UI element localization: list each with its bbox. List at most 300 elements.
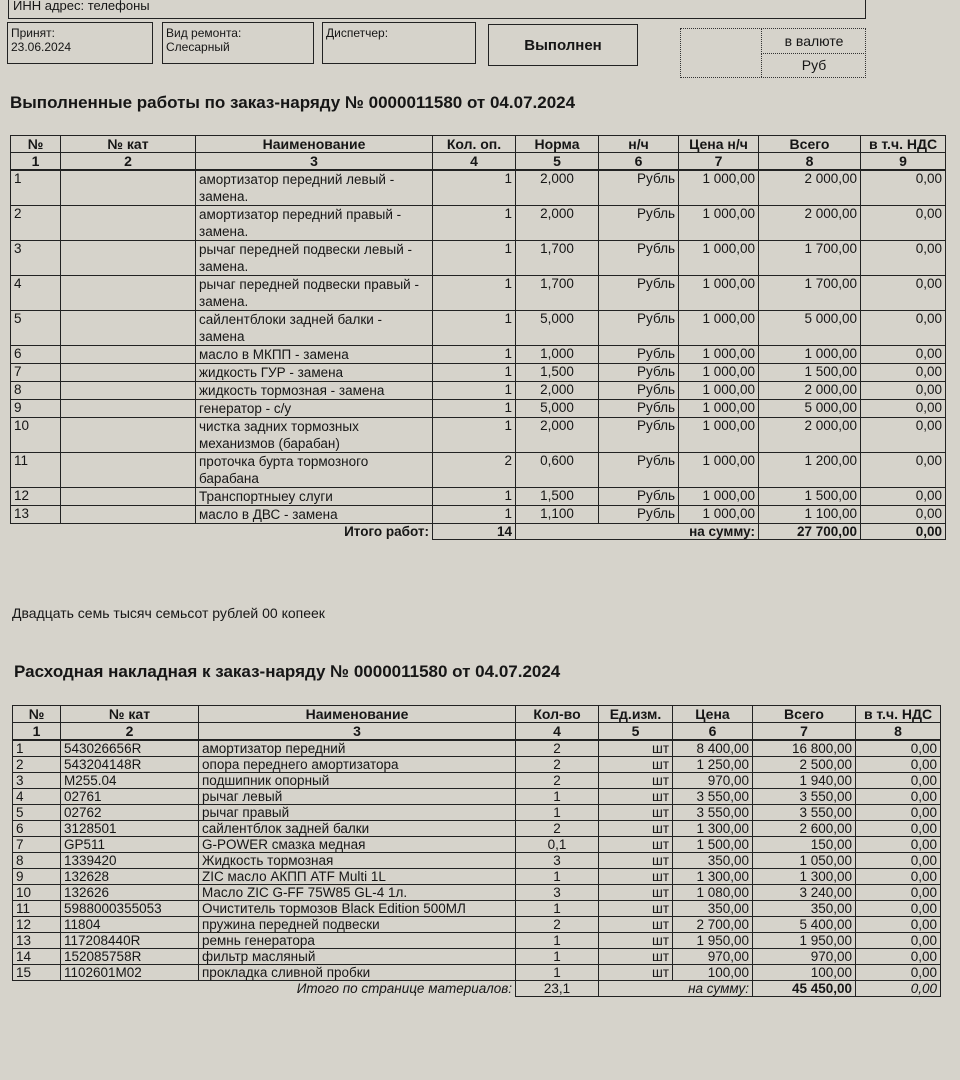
table-cell: 970,00 (673, 949, 753, 965)
table-cell: 0,00 (861, 488, 946, 506)
table-cell: 0,00 (856, 853, 941, 869)
sum-label: на сумму: (599, 981, 753, 997)
table-cell: Рубль (599, 488, 679, 506)
table-cell: Рубль (599, 382, 679, 400)
table-cell (61, 453, 196, 488)
table-row (13, 853, 941, 869)
table-cell: Рубль (599, 506, 679, 524)
table-cell: 2 (516, 773, 599, 789)
table-cell: 5 (11, 311, 61, 346)
table-row (13, 917, 941, 933)
table-cell: 0,00 (856, 901, 941, 917)
table-cell: 0,00 (861, 400, 946, 418)
table-cell: 0,00 (856, 757, 941, 773)
column-header: № кат (61, 706, 199, 723)
table-cell: 0,00 (861, 382, 946, 400)
table-cell: 100,00 (673, 965, 753, 981)
table-cell: шт (599, 949, 673, 965)
column-number: 6 (599, 153, 679, 171)
table-cell: 1,500 (516, 488, 599, 506)
table-row (13, 933, 941, 949)
table-cell: Рубль (599, 346, 679, 364)
table-cell: 8 400,00 (673, 740, 753, 757)
table-cell: 543204148R (61, 757, 199, 773)
table-cell: амортизатор передний правый - замена. (196, 206, 433, 241)
table-cell: 11804 (61, 917, 199, 933)
table-cell: 3 (516, 853, 599, 869)
table-cell: 2 (13, 757, 61, 773)
table-cell: 970,00 (673, 773, 753, 789)
table-cell: G-POWER смазка медная (199, 837, 516, 853)
table-cell: ремнь генератора (199, 933, 516, 949)
parts-total-row (13, 981, 941, 997)
table-row (13, 773, 941, 789)
column-number: 3 (199, 723, 516, 741)
table-cell: 2 500,00 (753, 757, 856, 773)
parts-table (12, 705, 941, 997)
table-cell: жидкость тормозная - замена (196, 382, 433, 400)
table-cell: Масло ZIC G-FF 75W85 GL-4 1л. (199, 885, 516, 901)
column-header: Наименование (199, 706, 516, 723)
table-cell: 1 000,00 (679, 453, 759, 488)
table-cell: 5,000 (516, 311, 599, 346)
table-cell: рычаг передней подвески левый - замена. (196, 241, 433, 276)
table-cell: 3 550,00 (753, 789, 856, 805)
table-cell: 0,00 (856, 933, 941, 949)
column-number: 7 (679, 153, 759, 171)
table-cell: 1 (433, 382, 516, 400)
table-cell (61, 364, 196, 382)
table-cell: 1 (433, 400, 516, 418)
table-cell: M255.04 (61, 773, 199, 789)
table-cell: сайлентблоки задней балки - замена (196, 311, 433, 346)
column-header: № (13, 706, 61, 723)
table-cell: 0,00 (861, 364, 946, 382)
table-cell: 0,00 (856, 740, 941, 757)
column-header: Цена (673, 706, 753, 723)
table-cell: 11 (13, 901, 61, 917)
table-cell (61, 170, 196, 206)
table-cell: 1 200,00 (759, 453, 861, 488)
table-cell: 5988000355053 (61, 901, 199, 917)
table-row (11, 382, 946, 400)
table-row (13, 789, 941, 805)
table-row (13, 740, 941, 757)
table-cell: 9 (11, 400, 61, 418)
table-cell: 5 (13, 805, 61, 821)
table-cell: 2 000,00 (759, 382, 861, 400)
table-cell: шт (599, 773, 673, 789)
table-row (11, 364, 946, 382)
table-cell: 0,00 (856, 917, 941, 933)
table-cell: Рубль (599, 418, 679, 453)
table-cell: 2,000 (516, 206, 599, 241)
total-label: Итого работ: (344, 524, 429, 539)
table-cell (61, 382, 196, 400)
table-cell: 2 700,00 (673, 917, 753, 933)
table-cell: 0,00 (856, 885, 941, 901)
table-cell: 0,00 (861, 276, 946, 311)
repair-type-box (162, 22, 314, 64)
table-cell: 8 (13, 853, 61, 869)
table-cell: 1 000,00 (679, 400, 759, 418)
table-cell: 1 (516, 869, 599, 885)
column-number: 1 (11, 153, 61, 171)
table-cell: шт (599, 885, 673, 901)
works-table (10, 135, 946, 540)
table-cell: 02762 (61, 805, 199, 821)
table-cell: 16 800,00 (753, 740, 856, 757)
table-cell: 02761 (61, 789, 199, 805)
table-cell: 1 950,00 (673, 933, 753, 949)
table-cell: 970,00 (753, 949, 856, 965)
table-cell: 1 (433, 311, 516, 346)
table-cell: 0,00 (856, 869, 941, 885)
table-cell: шт (599, 901, 673, 917)
table-cell: 1 050,00 (753, 853, 856, 869)
sum-vat: 0,00 (856, 981, 941, 997)
table-cell: 0,00 (856, 805, 941, 821)
table-cell: 13 (13, 933, 61, 949)
table-cell: 1 (433, 276, 516, 311)
table-cell: 2 (516, 821, 599, 837)
table-cell: 10 (11, 418, 61, 453)
accepted-label: Принят: (11, 26, 55, 40)
table-cell: 350,00 (753, 901, 856, 917)
table-cell: 2 600,00 (753, 821, 856, 837)
table-cell: 1 300,00 (673, 821, 753, 837)
table-cell: 1 (516, 933, 599, 949)
table-cell: шт (599, 869, 673, 885)
sum-total: 45 450,00 (753, 981, 856, 997)
table-cell: 2,000 (516, 418, 599, 453)
table-cell: Транспортныеу слуги (196, 488, 433, 506)
table-cell: 1 500,00 (759, 364, 861, 382)
table-cell: 0,00 (861, 418, 946, 453)
table-cell: 1 500,00 (673, 837, 753, 853)
table-cell: шт (599, 821, 673, 837)
table-cell: 13 (11, 506, 61, 524)
table-cell: Рубль (599, 453, 679, 488)
table-cell: амортизатор передний (199, 740, 516, 757)
table-row (13, 757, 941, 773)
total-qty: 23,1 (516, 981, 599, 997)
table-cell: шт (599, 757, 673, 773)
table-cell: 1 (433, 241, 516, 276)
table-cell: 1 000,00 (679, 311, 759, 346)
table-cell: 11 (11, 453, 61, 488)
table-cell: Рубль (599, 364, 679, 382)
table-cell (61, 241, 196, 276)
column-number: 5 (516, 153, 599, 171)
table-cell: 5 000,00 (759, 311, 861, 346)
table-cell: 1339420 (61, 853, 199, 869)
table-cell: 1 (433, 488, 516, 506)
table-cell: 2 (516, 740, 599, 757)
table-cell: масло в ДВС - замена (196, 506, 433, 524)
table-cell: 1 (13, 740, 61, 757)
table-row (13, 949, 941, 965)
table-cell: рычаг правый (199, 805, 516, 821)
table-cell (61, 418, 196, 453)
table-cell: 1 000,00 (679, 506, 759, 524)
table-cell: 1 (433, 364, 516, 382)
table-cell: 7 (13, 837, 61, 853)
table-cell: 4 (11, 276, 61, 311)
table-cell: 1 (516, 789, 599, 805)
table-cell: 9 (13, 869, 61, 885)
total-label: Итого по странице материалов: (296, 981, 512, 996)
table-cell: 2 000,00 (759, 418, 861, 453)
table-cell: 8 (11, 382, 61, 400)
table-cell: шт (599, 965, 673, 981)
table-cell: 1 (516, 949, 599, 965)
column-number: 4 (516, 723, 599, 741)
table-cell: 100,00 (753, 965, 856, 981)
table-cell: 117208440R (61, 933, 199, 949)
table-cell: 1,700 (516, 276, 599, 311)
table-row (11, 400, 946, 418)
table-cell: 1 000,00 (679, 346, 759, 364)
status-badge: Выполнен (488, 24, 638, 66)
table-cell: 1102601M02 (61, 965, 199, 981)
table-cell: проточка бурта тормозного барабана (196, 453, 433, 488)
table-cell: 0,00 (856, 821, 941, 837)
column-header: Всего (753, 706, 856, 723)
table-row (13, 901, 941, 917)
table-cell: 1 000,00 (679, 241, 759, 276)
table-cell: 1 (516, 901, 599, 917)
table-cell: 3 550,00 (673, 789, 753, 805)
table-cell: Очиститель тормозов Black Edition 500МЛ (199, 901, 516, 917)
table-cell: 1 080,00 (673, 885, 753, 901)
table-cell: 2 (516, 757, 599, 773)
table-cell: Рубль (599, 276, 679, 311)
parts-title: Расходная накладная к заказ-наряду № 0000011580 от 04.07.2024 (14, 662, 561, 681)
sum-label: на сумму: (516, 524, 759, 540)
table-cell: сайлентблок задней балки (199, 821, 516, 837)
table-row (11, 241, 946, 276)
works-total-row (11, 524, 946, 540)
table-cell: 2 (433, 453, 516, 488)
table-cell: 0,00 (856, 773, 941, 789)
table-cell: 0,00 (861, 311, 946, 346)
table-cell: Рубль (599, 170, 679, 206)
table-cell: 1 (11, 170, 61, 206)
table-cell: 2,000 (516, 170, 599, 206)
table-row (11, 453, 946, 488)
amount-in-words: Двадцать семь тысяч семьсот рублей 00 копеек (12, 605, 325, 621)
table-cell (61, 206, 196, 241)
table-cell: 1 940,00 (753, 773, 856, 789)
table-row (11, 418, 946, 453)
table-cell: шт (599, 837, 673, 853)
table-cell: 350,00 (673, 853, 753, 869)
column-number: 7 (753, 723, 856, 741)
column-number: 4 (433, 153, 516, 171)
table-cell: 132626 (61, 885, 199, 901)
table-cell (61, 311, 196, 346)
table-cell: 0,00 (856, 837, 941, 853)
client-info-box (8, 0, 866, 19)
column-header: в т.ч. НДС (861, 136, 946, 153)
accepted-date: 23.06.2024 (11, 40, 72, 54)
table-cell: 5 000,00 (759, 400, 861, 418)
table-cell: 1 700,00 (759, 276, 861, 311)
table-cell: 132628 (61, 869, 199, 885)
table-cell: 1 000,00 (679, 206, 759, 241)
table-row (11, 170, 946, 206)
table-cell: 1 000,00 (679, 488, 759, 506)
table-cell: 3128501 (61, 821, 199, 837)
table-row (11, 311, 946, 346)
table-cell: 1 500,00 (759, 488, 861, 506)
table-row (13, 885, 941, 901)
table-cell: шт (599, 917, 673, 933)
table-row (11, 206, 946, 241)
table-cell: 1 000,00 (679, 364, 759, 382)
table-cell: 14 (13, 949, 61, 965)
table-cell: 152085758R (61, 949, 199, 965)
table-cell: 1 700,00 (759, 241, 861, 276)
currency-label: в валюте (761, 29, 866, 54)
column-number: 8 (856, 723, 941, 741)
table-row (11, 276, 946, 311)
table-row (13, 965, 941, 981)
column-number: 6 (673, 723, 753, 741)
table-cell: Рубль (599, 241, 679, 276)
table-cell (61, 488, 196, 506)
table-cell: масло в МКПП - замена (196, 346, 433, 364)
table-cell: шт (599, 805, 673, 821)
column-header: Кол. оп. (433, 136, 516, 153)
table-cell: 4 (13, 789, 61, 805)
table-cell: шт (599, 740, 673, 757)
table-cell: 0,00 (861, 241, 946, 276)
column-header: н/ч (599, 136, 679, 153)
table-row (11, 488, 946, 506)
currency-value: Руб (761, 53, 866, 77)
table-cell: пружина передней подвески (199, 917, 516, 933)
column-number: 2 (61, 723, 199, 741)
table-row (13, 837, 941, 853)
table-cell: 1 000,00 (679, 276, 759, 311)
table-cell: шт (599, 789, 673, 805)
table-cell: 2 000,00 (759, 170, 861, 206)
table-cell: 5 400,00 (753, 917, 856, 933)
table-cell: 0,00 (861, 346, 946, 364)
column-header: № кат (61, 136, 196, 153)
table-cell: 2 (516, 917, 599, 933)
table-row (13, 821, 941, 837)
table-cell: 1 (433, 418, 516, 453)
sum-total: 27 700,00 (759, 524, 861, 540)
table-cell: 0,00 (861, 506, 946, 524)
table-cell: 6 (13, 821, 61, 837)
table-cell: 3 550,00 (673, 805, 753, 821)
table-cell (61, 400, 196, 418)
table-cell: 7 (11, 364, 61, 382)
table-cell: 6 (11, 346, 61, 364)
table-cell (61, 506, 196, 524)
table-cell: 1 250,00 (673, 757, 753, 773)
table-cell: прокладка сливной пробки (199, 965, 516, 981)
table-cell: 1 300,00 (753, 869, 856, 885)
table-cell: ZIC масло АКПП ATF Multi 1L (199, 869, 516, 885)
table-cell: 1,000 (516, 346, 599, 364)
column-header: Норма (516, 136, 599, 153)
table-cell: 0,00 (861, 453, 946, 488)
column-number: 9 (861, 153, 946, 171)
column-number: 1 (13, 723, 61, 741)
table-cell: 1 (433, 170, 516, 206)
table-cell: Рубль (599, 400, 679, 418)
table-cell: фильтр масляный (199, 949, 516, 965)
table-cell (61, 346, 196, 364)
table-cell: опора переднего амортизатора (199, 757, 516, 773)
table-cell: 3 550,00 (753, 805, 856, 821)
table-row (11, 346, 946, 364)
table-cell: рычаг передней подвески правый - замена. (196, 276, 433, 311)
table-row (13, 805, 941, 821)
table-cell: GP511 (61, 837, 199, 853)
table-row (11, 506, 946, 524)
column-header: Ед.изм. (599, 706, 673, 723)
table-cell: генератор - с/у (196, 400, 433, 418)
table-cell: 3 (516, 885, 599, 901)
table-cell: шт (599, 853, 673, 869)
table-cell: Рубль (599, 311, 679, 346)
table-cell: 543026656R (61, 740, 199, 757)
column-number: 3 (196, 153, 433, 171)
table-cell: 1,700 (516, 241, 599, 276)
table-cell: Жидкость тормозная (199, 853, 516, 869)
table-cell: шт (599, 933, 673, 949)
table-cell: 3 (11, 241, 61, 276)
table-cell: 1 (433, 206, 516, 241)
table-cell: 1 (516, 805, 599, 821)
column-header: № (11, 136, 61, 153)
table-cell: 1 000,00 (679, 170, 759, 206)
column-header: в т.ч. НДС (856, 706, 941, 723)
table-cell (61, 276, 196, 311)
table-cell: 0,1 (516, 837, 599, 853)
column-header: Кол-во (516, 706, 599, 723)
table-cell: 0,00 (861, 206, 946, 241)
column-number: 5 (599, 723, 673, 741)
table-cell: 0,00 (856, 789, 941, 805)
table-cell: 12 (11, 488, 61, 506)
repair-type-label: Вид ремонта: (166, 26, 242, 40)
table-cell: 2 000,00 (759, 206, 861, 241)
table-cell: подшипник опорный (199, 773, 516, 789)
repair-type-value: Слесарный (166, 40, 230, 54)
table-cell: 0,600 (516, 453, 599, 488)
table-cell: 3 (13, 773, 61, 789)
table-cell: амортизатор передний левый - замена. (196, 170, 433, 206)
table-cell: 3 240,00 (753, 885, 856, 901)
column-header: Цена н/ч (679, 136, 759, 153)
table-cell: 1,500 (516, 364, 599, 382)
sum-vat: 0,00 (861, 524, 946, 540)
client-info-line: ИНН адрес: телефоны (13, 0, 150, 13)
column-header: Наименование (196, 136, 433, 153)
table-cell: 1 (433, 506, 516, 524)
table-cell: 0,00 (861, 170, 946, 206)
table-cell: 1 300,00 (673, 869, 753, 885)
table-cell: 12 (13, 917, 61, 933)
total-ops: 14 (433, 524, 516, 540)
